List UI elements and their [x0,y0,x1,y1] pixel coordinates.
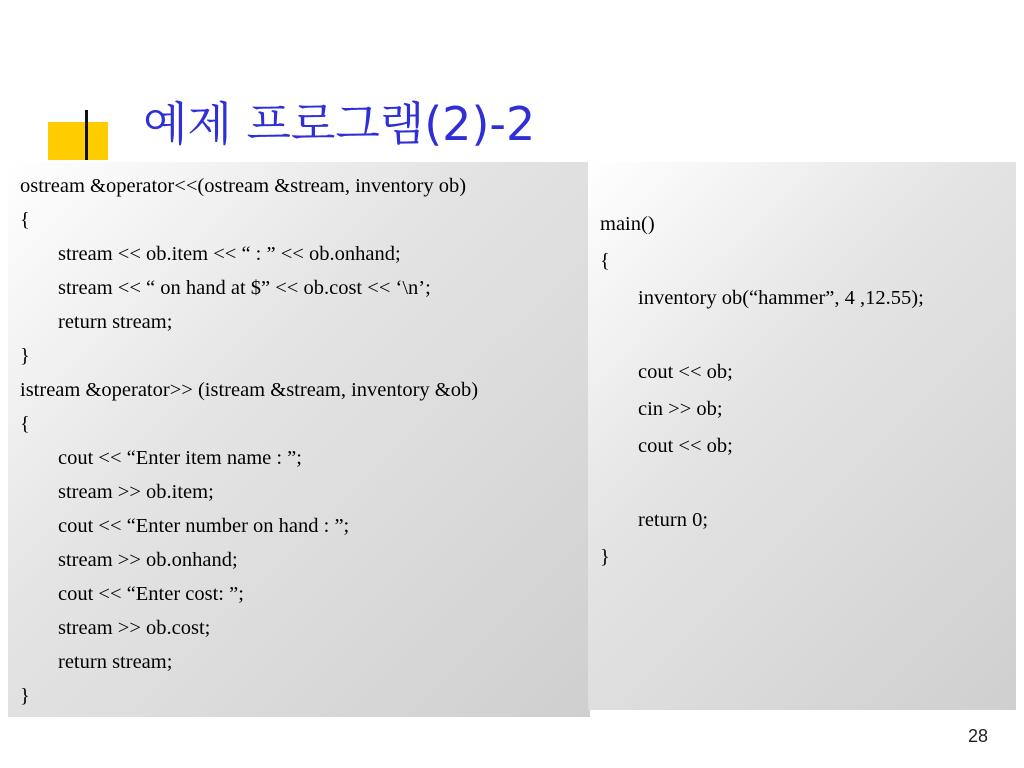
code-panel-main [588,162,1016,710]
code-line: main() [600,213,655,235]
code-line: } [600,546,610,568]
code-line: cin >> ob; [638,398,723,420]
code-line: stream << “ on hand at $” << ob.cost << ‘\n’; [58,277,431,299]
code-line: cout << “Enter item name : ”; [58,447,302,469]
code-line: return stream; [58,311,173,333]
code-line: stream << ob.item << “ : ” << ob.onhand; [58,243,401,265]
code-line: istream &operator>> (istream &stream, inventory &ob) [20,379,479,401]
title-accent-bar [85,110,88,160]
code-line-blank [600,465,1016,502]
code-line: stream >> ob.item; [58,481,214,503]
code-line: inventory ob(“hammer”, 4 ,12.55); [638,287,924,309]
code-line: { [600,250,610,272]
code-line: stream >> ob.cost; [58,617,211,639]
code-line-blank [600,317,1016,354]
code-line: { [20,413,30,435]
code-panel-operators [8,162,590,717]
code-line: stream >> ob.onhand; [58,549,238,571]
code-line: return 0; [638,509,709,531]
code-line: } [20,345,30,367]
code-line: return stream; [58,651,173,673]
code-line: cout << “Enter number on hand : ”; [58,515,350,537]
code-line: ostream &operator<<(ostream &stream, inventory ob) [20,175,467,197]
code-line: { [20,209,30,231]
code-line: } [20,685,30,707]
slide-title: 예제 프로그램(2)-2 [143,97,536,151]
page-number: 28 [968,726,989,746]
code-line: cout << ob; [638,361,733,383]
code-line: cout << ob; [638,435,733,457]
code-line: cout << “Enter cost: ”; [58,583,244,605]
title-accent-block [48,122,108,160]
